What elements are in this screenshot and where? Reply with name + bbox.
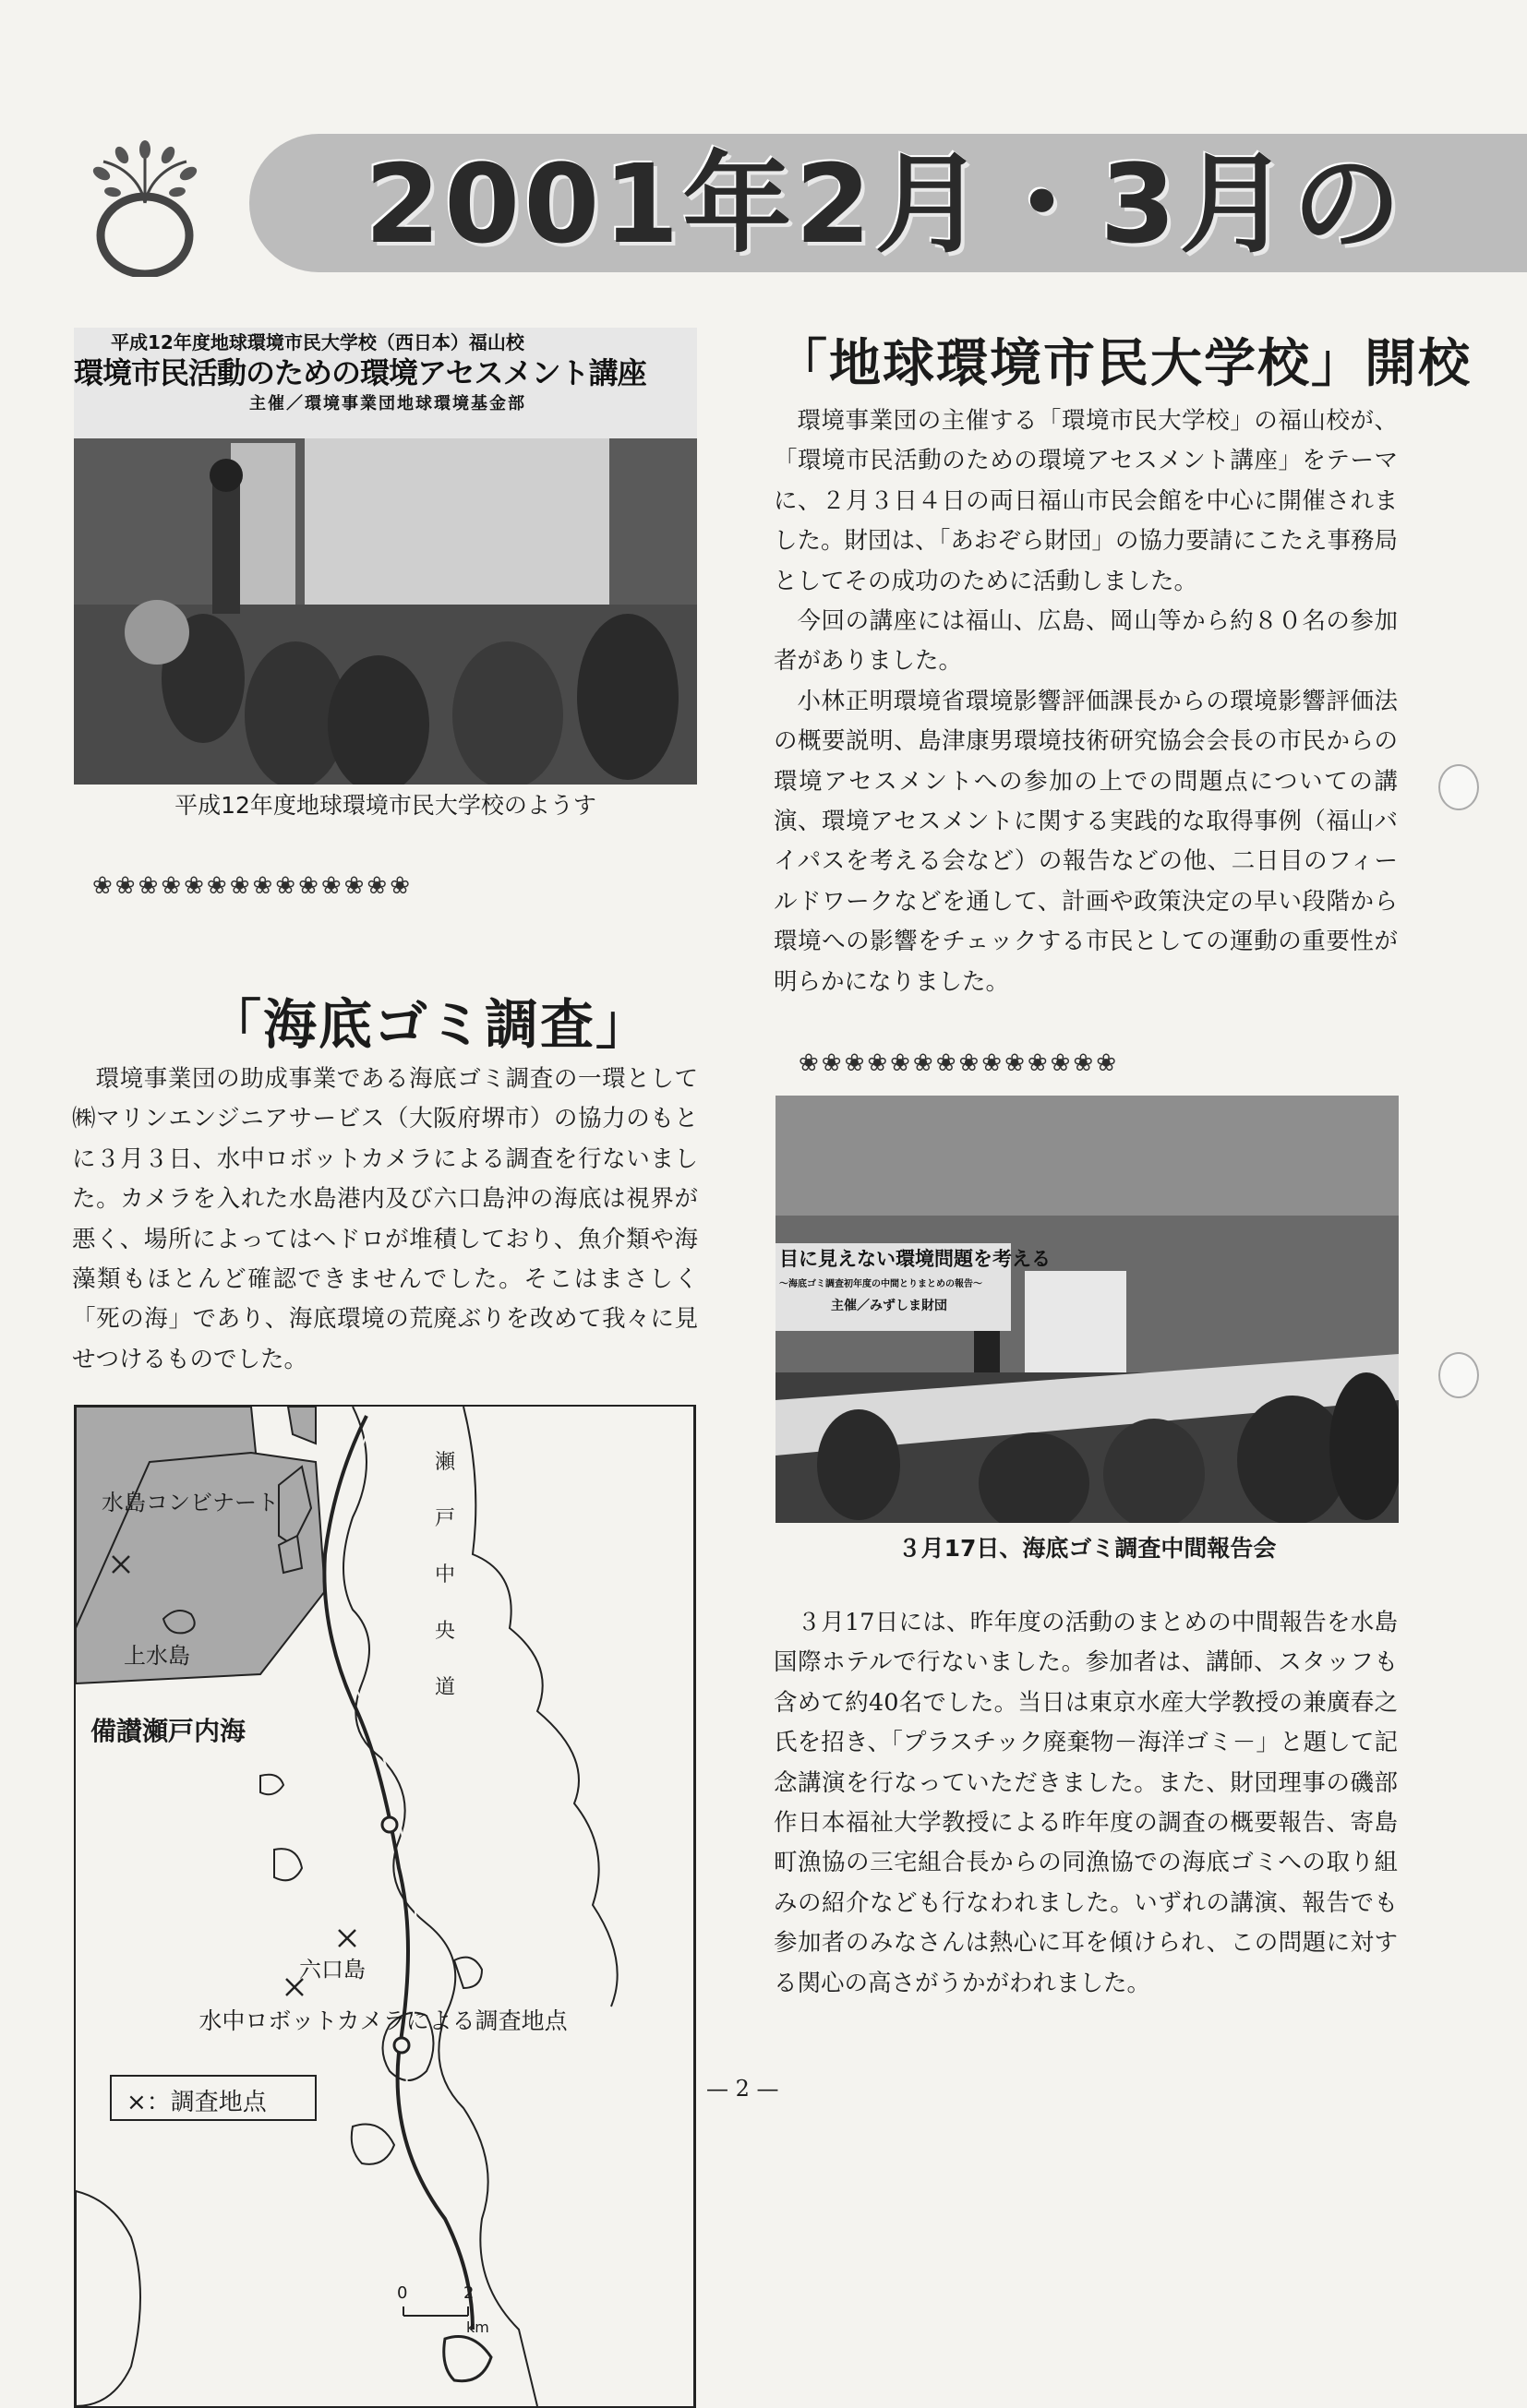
flower-divider: ❀❀❀❀❀❀❀❀❀❀❀❀❀❀ xyxy=(799,1049,1119,1077)
plant-logo-icon xyxy=(85,138,205,277)
photo-1-banner-line-1: 平成12年度地球環境市民大学校（西日本）福山校 xyxy=(111,331,524,353)
road-label-char: 瀬 xyxy=(434,1451,455,1474)
map-road-label xyxy=(431,1434,459,1716)
road-label-char: 道 xyxy=(434,1676,455,1699)
article-1-paragraph: 今回の講座には福山、広島、岡山等から約８０名の参加者がありました。 xyxy=(774,607,1398,676)
map-scale-zero: 0 xyxy=(397,2283,408,2303)
flower-divider: ❀❀❀❀❀❀❀❀❀❀❀❀❀❀ xyxy=(92,872,413,900)
survey-map xyxy=(74,1405,696,2408)
article-2-paragraph: 環境事業団の助成事業である海底ゴミ調査の一環として㈱マリンエンジニアサービス（大阪府堺市）の協力のもとに３月３日、水中ロボットカメラによる調査を行ないました。カメラを入れた水島港内及び六口島沖の海底は視界が悪く、場所によってはヘドロが堆積しており、魚介類や海藻類もほとんど確認できませんでした。そこはまさしく「死の海」であり、海底環境の荒廃ぶりを改めて我々に見せつけるものでした。 xyxy=(72,1065,698,1373)
map-label-kamimizushima: 上水島 xyxy=(124,1643,190,1669)
punch-hole xyxy=(1438,1352,1479,1398)
article-1-heading: 「地球環境市民大学校」開校 xyxy=(776,334,1472,394)
photo-2-caption: ３月17日、海底ゴミ調査中間報告会 xyxy=(897,1535,1277,1562)
map-label-sea: 備讃瀬戸内海 xyxy=(90,1716,246,1746)
page-title: 2001年2月・3月の xyxy=(365,140,1405,268)
road-label-char: 戸 xyxy=(434,1507,455,1530)
photo-2-banner-line-1: 目に見えない環境問題を考える xyxy=(779,1248,1051,1270)
road-label-char: 中 xyxy=(434,1563,455,1587)
map-legend: ×：調査地点 xyxy=(126,2089,267,2116)
page-number: — 2 — xyxy=(706,2076,779,2102)
photo-1-caption: 平成12年度地球環境市民大学校のようす xyxy=(174,792,596,819)
map-scale-two: 2 xyxy=(463,2283,475,2303)
article-2-body xyxy=(72,1060,698,1380)
article-3-paragraph: ３月17日には、昨年度の活動のまとめの中間報告を水島国際ホテルで行ないました。参加者は、講師、スタッフも含めて約40名でした。当日は東京水産大学教授の兼廣春之氏を招き、「プラスチック廃棄物－海洋ゴミ－」と題して記念講演を行なっていただきました。また、財団理事の磯部作日本福祉大学教授による昨年度の調査の概要報告、寄島町漁協の三宅組合長からの同漁協での海底ゴミへの取り組みの紹介なども行なわれました。いずれの講演、報告でも参加者のみなさんは熱心に耳を傾けられ、この問題に対する関心の高さがうかがわれました。 xyxy=(774,1609,1398,1997)
article-2-heading: 「海底ゴミ調査」 xyxy=(208,993,652,1056)
map-scale-unit: km xyxy=(466,2318,489,2336)
article-3-body xyxy=(774,1603,1398,2004)
photo-1-banner xyxy=(74,328,697,438)
article-1-body xyxy=(774,401,1398,1002)
map-label-kombinat: 水島コンビナート xyxy=(102,1490,279,1515)
photo-2-banner xyxy=(776,1243,1051,1331)
article-1-paragraph: 小林正明環境省環境影響評価課長からの環境影響評価法の概要説明、島津康男環境技術研究協会会長の市民からの環境アセスメントへの参加の上での問題点についての講演、環境アセスメントに関する実践的な取得事例（福山バイパスを考える会など）の報告などの他、二日目のフィールドワークなどを通して、計画や政策決定の早い段階から環境への影響をチェックする市民としての運動の重要性が明らかになりました。 xyxy=(774,687,1398,996)
photo-2-banner-line-3: 主催／みずしま財団 xyxy=(831,1299,947,1313)
photo-1-banner-line-3: 主催／環境事業団地球環境基金部 xyxy=(249,394,526,413)
map-caption: 水中ロボットカメラによる調査地点 xyxy=(198,2007,568,2034)
lecture-photo xyxy=(74,328,697,785)
map-label-mukuchijima: 六口島 xyxy=(299,1957,366,1983)
article-1-paragraph: 環境事業団の主催する「環境市民大学校」の福山校が、「環境市民活動のための環境アセスメント講座」をテーマに、２月３日４日の両日福山市民会館を中心に開催されました。財団は、「あおぞら財団」の協力要請にこたえ事務局としてその成功のために活動しました。 xyxy=(774,407,1398,595)
meeting-photo xyxy=(776,1096,1399,1523)
photo-2-banner-line-2: 〜海底ゴミ調査初年度の中間とりまとめの報告〜 xyxy=(779,1279,982,1289)
photo-1-banner-line-2: 環境市民活動のための環境アセスメント講座 xyxy=(74,355,646,390)
punch-hole xyxy=(1438,764,1479,810)
road-label-char: 央 xyxy=(434,1620,455,1643)
survey-map-drawing xyxy=(76,1407,694,2406)
